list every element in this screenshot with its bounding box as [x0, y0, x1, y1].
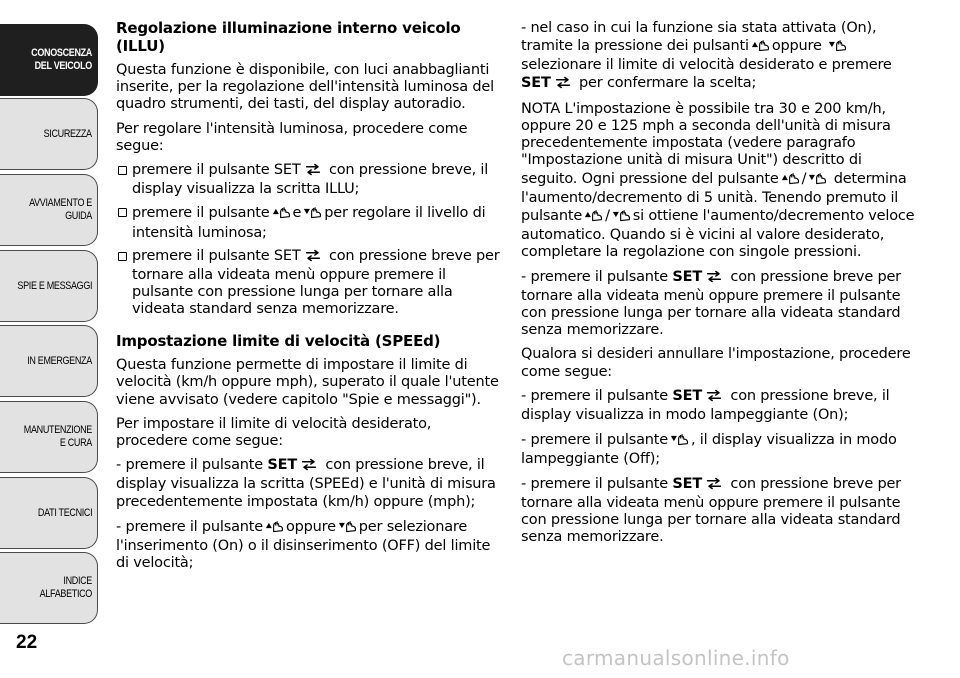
- paragraph: [116, 518, 500, 573]
- tab-conoscenza-del-veicolo[interactable]: [0, 24, 98, 96]
- text: premere il pulsante SET: [132, 247, 301, 264]
- page-number: 22: [16, 632, 38, 653]
- text: - premere il pulsante: [521, 432, 668, 449]
- paragraph: [521, 431, 921, 468]
- tab-manutenzione-e-cura[interactable]: [0, 401, 98, 473]
- text: premere il pulsante: [132, 205, 270, 222]
- tab-dati-tecnici[interactable]: [0, 477, 98, 549]
- text: /: [801, 170, 807, 187]
- text: , il display visualizza in modo lampeggiante (Off);: [521, 432, 897, 468]
- watermark-text: carmanualsonline.info: [562, 646, 790, 670]
- text: per confermare la scelta;: [574, 74, 757, 91]
- tab-label: IN EMERGENZA: [27, 354, 92, 367]
- section-heading-speed: Impostazione limite di velocità (SPEEd): [116, 331, 441, 350]
- text: per selezionare l'inserimento (On) o il disinserimento (OFF) del limite di velocità;: [116, 518, 491, 572]
- text: e: [292, 205, 302, 222]
- note-paragraph: [521, 101, 921, 262]
- paragraph: Questa funzione è disponibile, con luci anabbaglianti inserite, per la regolazione dell'intensità luminosa del quadro strumenti, dei tasti, del display autoradio.: [116, 62, 494, 113]
- text: /: [605, 208, 610, 225]
- text: con pressione breve, il display visualizza la scritta (SPEEd) e l'unità di misura precedentemente impostata (km/h) oppure (mph);: [116, 457, 496, 510]
- tab-label: SICUREZZA: [43, 127, 92, 140]
- tab-spie-e-messaggi[interactable]: [0, 250, 98, 322]
- set-button-icon: [553, 76, 573, 94]
- checkbox-bullet-icon: [118, 166, 127, 175]
- text: oppure: [285, 518, 336, 535]
- tab-label: INDICE ALFABETICO: [39, 575, 92, 600]
- up-button-icon: [781, 170, 800, 190]
- tab-sicurezza[interactable]: [0, 98, 98, 170]
- tab-label: AVVIAMENTO E GUIDA: [29, 197, 92, 222]
- text: premere il pulsante SET: [132, 162, 301, 179]
- list-item: [116, 162, 500, 198]
- paragraph: [521, 20, 921, 94]
- text: - premere il pulsante: [521, 475, 673, 492]
- section-heading-illu: Regolazione illuminazione interno veicolo (ILLU): [116, 19, 461, 55]
- list-item: [116, 204, 500, 241]
- text: con pressione breve per tornare alla videata menù oppure premere il pulsante con pressione lunga per tornare alla videata standard senza memorizzare.: [132, 247, 500, 318]
- paragraph: Per impostare il limite di velocità desiderato, procedere come segue:: [116, 415, 432, 449]
- down-button-icon: [612, 207, 631, 227]
- text: - nel caso in cui la funzione sia stata attivata (On), tramite la pressione dei pulsanti: [521, 20, 877, 55]
- paragraph: [521, 476, 921, 547]
- text: - premere il pulsante: [521, 268, 673, 285]
- paragraph: Per regolare l'intensità luminosa, procedere come segue:: [116, 120, 468, 154]
- down-button-icon: [670, 431, 689, 451]
- set-button-icon: [704, 389, 724, 407]
- text: con pressione breve, il display visualizza la scritta ILLU;: [132, 162, 489, 198]
- set-label: SET: [672, 475, 703, 492]
- text: oppure: [771, 38, 822, 55]
- set-label: SET: [672, 387, 703, 404]
- paragraph: [521, 388, 921, 424]
- up-button-icon: [584, 207, 603, 227]
- left-column: [116, 20, 500, 579]
- tab-avviamento-e-guida[interactable]: [0, 174, 98, 246]
- tab-indice-alfabetico[interactable]: [0, 552, 98, 624]
- set-button-icon: [303, 163, 323, 181]
- checkbox-bullet-icon: [118, 208, 127, 217]
- text: - premere il pulsante: [521, 387, 673, 404]
- paragraph: Qualora si desideri annullare l'impostazione, procedere come segue:: [521, 346, 911, 380]
- down-button-icon: [808, 170, 827, 190]
- text: selezionare il limite di velocità desiderato e premere: [521, 57, 892, 74]
- up-button-icon: [272, 204, 291, 224]
- set-button-icon: [299, 458, 319, 476]
- set-button-icon: [303, 249, 323, 267]
- text: per regolare il livello di intensità luminosa;: [132, 205, 486, 241]
- up-button-icon: [751, 37, 770, 57]
- set-label: SET: [267, 457, 298, 474]
- tab-label: DATI TECNICI: [37, 506, 92, 519]
- set-button-icon: [704, 477, 724, 495]
- tab-label: SPIE E MESSAGGI: [17, 279, 92, 292]
- tab-label: CONOSCENZA DEL VEICOLO: [31, 47, 93, 72]
- text: - premere il pulsante: [116, 457, 268, 474]
- paragraph: [116, 457, 500, 511]
- text: con pressione breve per tornare alla videata menù oppure premere il pulsante con pressione lunga per tornare alla videata standard senza memorizzare.: [521, 475, 901, 546]
- text: si ottiene l'aumento/decremento veloce automatico. Quando si è vicini al valore desiderato, completare la regolazione con singole pressioni.: [521, 208, 915, 261]
- up-button-icon: [265, 518, 284, 538]
- chapter-sidebar: [0, 0, 104, 653]
- set-label: SET: [521, 74, 551, 91]
- down-button-icon: [338, 518, 357, 538]
- text: NOTA L'impostazione è possibile tra 30 e 200 km/h, oppure 20 e 125 mph a seconda dell'unità di misura precedentemente impostata (vedere paragrafo "Impostazione unità di misura Unit") descritto di seguito. Ogni pressione del pulsante: [521, 100, 891, 187]
- paragraph: [521, 269, 921, 340]
- step-list: [116, 162, 500, 319]
- text: - premere il pulsante: [116, 518, 263, 535]
- text: determina l'aumento/decremento di 5 unità. Tenendo premuto il pulsante: [521, 170, 907, 225]
- down-button-icon: [828, 37, 847, 57]
- text: con pressione breve, il display visualizza in modo lampeggiante (On);: [521, 387, 890, 424]
- checkbox-bullet-icon: [118, 252, 127, 261]
- list-item: [116, 248, 500, 319]
- set-label: SET: [672, 268, 703, 285]
- tab-label: MANUTENZIONE E CURA: [23, 424, 92, 449]
- right-column: [521, 20, 921, 553]
- text: con pressione breve per tornare alla videata menù oppure premere il pulsante con pressione lunga per tornare alla videata standard senza memorizzare.: [521, 268, 901, 339]
- tab-in-emergenza[interactable]: [0, 325, 98, 397]
- paragraph: Questa funzione permette di impostare il limite di velocità (km/h oppure mph), superato il quale l'utente viene avvisato (vedere capitolo "Spie e messaggi").: [116, 357, 499, 408]
- down-button-icon: [303, 204, 322, 224]
- set-button-icon: [704, 270, 724, 288]
